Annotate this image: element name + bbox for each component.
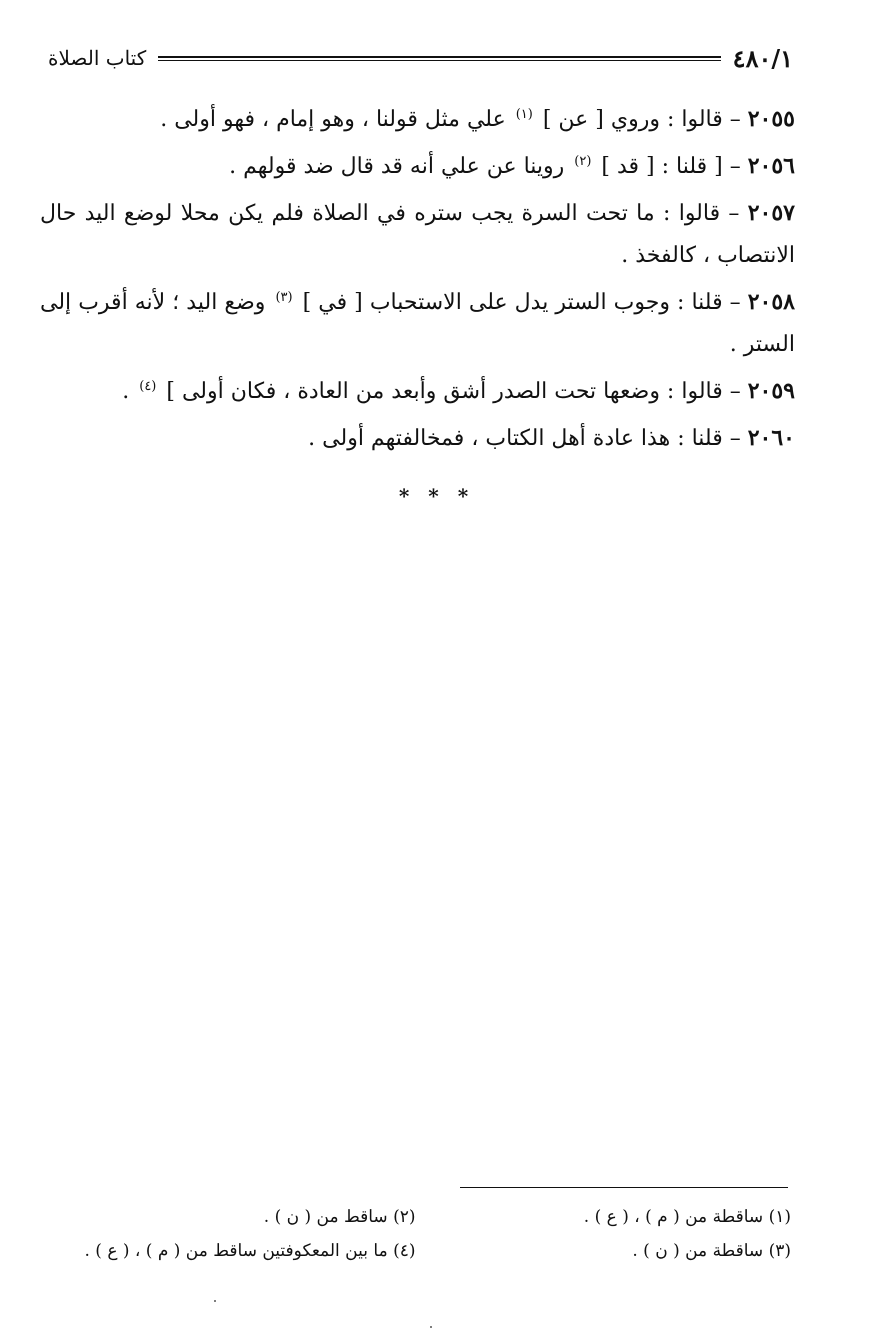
body-text	[40, 98, 795, 464]
scan-speck	[430, 1326, 432, 1328]
entry-text-continued: .	[122, 379, 137, 404]
entry-number: ٢٠٥٥	[747, 106, 795, 132]
entry-number: ٢٠٦٠	[747, 425, 795, 451]
footnote-reference: (٤)	[139, 378, 157, 394]
running-head	[48, 38, 793, 78]
entry-text-continued: وضع اليد ؛ لأنه أقرب إلى الستر .	[40, 290, 795, 357]
footnote-rule	[460, 1187, 788, 1188]
footnote-reference: (١)	[515, 106, 533, 122]
footnote-2: (٢) ساقط من ( ن ) .	[263, 1207, 416, 1227]
entry-text: – قالوا : وضعها تحت الصدر أشق وأبعد من العادة ، فكان أولى ]	[159, 379, 748, 404]
footnote-row	[40, 1234, 791, 1268]
entry-text-continued: علي مثل قولنا ، وهو إمام ، فهو أولى .	[160, 107, 513, 132]
scan-speck	[214, 1300, 216, 1302]
entry-text: – قلنا : هذا عادة أهل الكتاب ، فمخالفتهم أولى .	[308, 426, 748, 451]
footnote-row	[40, 1200, 791, 1234]
entry-2057	[40, 192, 795, 277]
footnote-reference: (٣)	[275, 289, 293, 305]
entry-text: – قالوا : ما تحت السرة يجب ستره في الصلاة فلم يكن محلا لوضع اليد حال الانتصاب ، كالفخذ .	[40, 201, 795, 268]
entry-text: – [ قلنا : [ قد ]	[594, 154, 748, 179]
book-title: كتاب الصلاة	[48, 46, 147, 70]
entry-text: – قلنا : وجوب الستر يدل على الاستحباب [ في ]	[295, 290, 748, 315]
entry-number: ٢٠٥٨	[747, 289, 795, 315]
entry-2060	[40, 417, 795, 460]
entry-2055	[40, 98, 795, 141]
entry-2058	[40, 281, 795, 366]
footnote-4: (٤) ما بين المعكوفتين ساقط من ( م ) ، ( ع ) .	[84, 1241, 416, 1261]
entry-number: ٢٠٥٩	[747, 378, 795, 404]
entry-number: ٢٠٥٧	[747, 200, 795, 226]
entry-text-continued: روينا عن علي أنه قد قال ضد قولهم .	[229, 154, 572, 179]
footnote-1: (١) ساقطة من ( م ) ، ( ع ) .	[583, 1207, 791, 1227]
section-separator: * * *	[398, 484, 475, 508]
footnote-3: (٣) ساقطة من ( ن ) .	[632, 1241, 791, 1261]
entry-2059	[40, 370, 795, 413]
footnotes	[40, 1200, 791, 1268]
page-number: ٤٨٠/١	[732, 43, 793, 73]
entry-2056	[40, 145, 795, 188]
entry-text: – قالوا : وروي [ عن ]	[535, 107, 748, 132]
footnote-reference: (٢)	[574, 153, 592, 169]
header-double-rule	[158, 56, 720, 61]
entry-number: ٢٠٥٦	[747, 153, 795, 179]
